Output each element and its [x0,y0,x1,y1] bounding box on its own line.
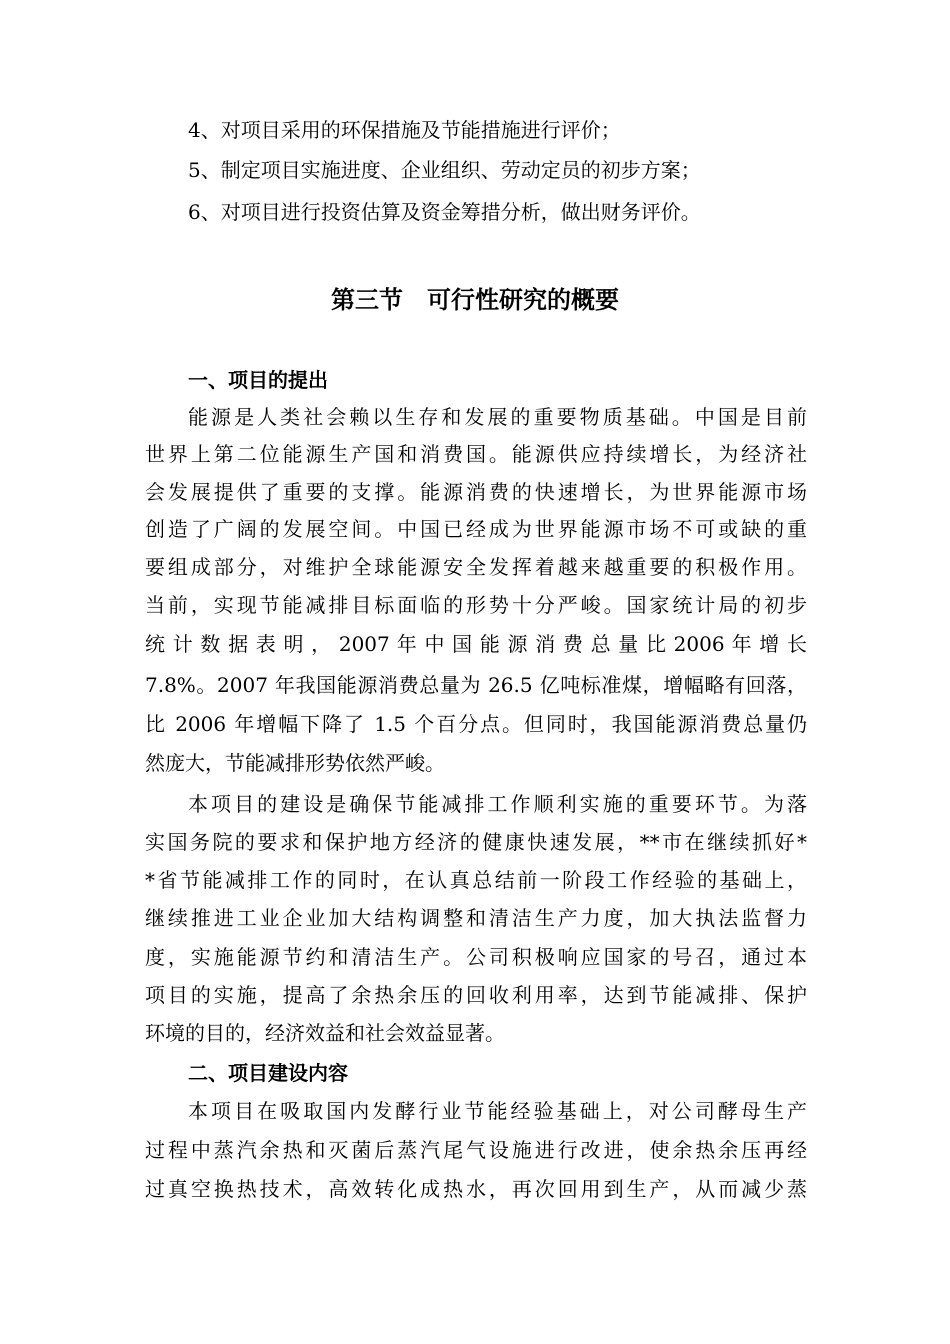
section-title: 第三节 可行性研究的概要 [331,286,619,314]
paragraph-line: 实国务院的要求和保护地方经济的健康快速发展，**市在继续抓好* [145,830,807,854]
paragraph-line: 过程中蒸汽余热和灭菌后蒸汽尾气设施进行改进，使余热余压再经 [145,1138,807,1162]
paragraph-line: 当前，实现节能减排目标面临的形势十分严峻。国家统计局的初步 [145,593,807,617]
list-item-6: 6、对项目进行投资估算及资金筹措分析，做出财务评价。 [188,200,701,224]
paragraph-line: 本项目在吸取国内发酵行业节能经验基础上，对公司酵母生产 [188,1099,807,1123]
paragraph-line: 要组成部分，对维护全球能源安全发挥着越来越重要的积极作用。 [145,555,807,579]
list-item-5: 5、制定项目实施进度、企业组织、劳动定员的初步方案； [188,158,701,182]
paragraph-line: 本项目的建设是确保节能减排工作顺利实施的重要环节。为落 [188,792,807,816]
paragraph-line: 能源是人类社会赖以生存和发展的重要物质基础。中国是目前 [188,405,807,429]
paragraph-line: 统 计 数 据 表 明 ， 2007 年 中 国 能 源 消 费 总 量 比 2006 年 增 长 [145,632,807,656]
paragraph-line: 继续推进工业企业加大结构调整和清洁生产力度，加大执法监督力 [145,906,807,930]
paragraph-line: 7.8%。2007 年我国能源消费总量为 26.5 亿吨标准煤，增幅略有回落， [145,673,807,697]
paragraph-line: 创造了广阔的发展空间。中国已经成为世界能源市场不可或缺的重 [145,517,807,541]
paragraph-line: 然庞大，节能减排形势依然严峻。 [145,751,445,775]
paragraph-line: 度，实施能源节约和清洁生产。公司积极响应国家的号召，通过本 [145,945,807,969]
paragraph-line: 会发展提供了重要的支撑。能源消费的快速增长，为世界能源市场 [145,480,807,504]
paragraph-line: 过真空换热技术，高效转化成热水，再次回用到生产，从而减少蒸 [145,1177,807,1201]
paragraph-line: *省节能减排工作的同时，在认真总结前一阶段工作经验的基础上， [145,868,807,892]
paragraph-line: 比 2006 年增幅下降了 1.5 个百分点。但同时，我国能源消费总量仍 [145,712,807,736]
heading-project-proposal: 一、项目的提出 [188,368,328,392]
paragraph-line: 项目的实施，提高了余热余压的回收利用率，达到节能减排、保护 [145,983,807,1007]
paragraph-line: 环境的目的，经济效益和社会效益显著。 [145,1021,505,1045]
list-item-4: 4、对项目采用的环保措施及节能措施进行评价； [188,118,621,142]
heading-construction-content: 二、项目建设内容 [188,1061,348,1085]
paragraph-line: 世界上第二位能源生产国和消费国。能源供应持续增长，为经济社 [145,442,807,466]
